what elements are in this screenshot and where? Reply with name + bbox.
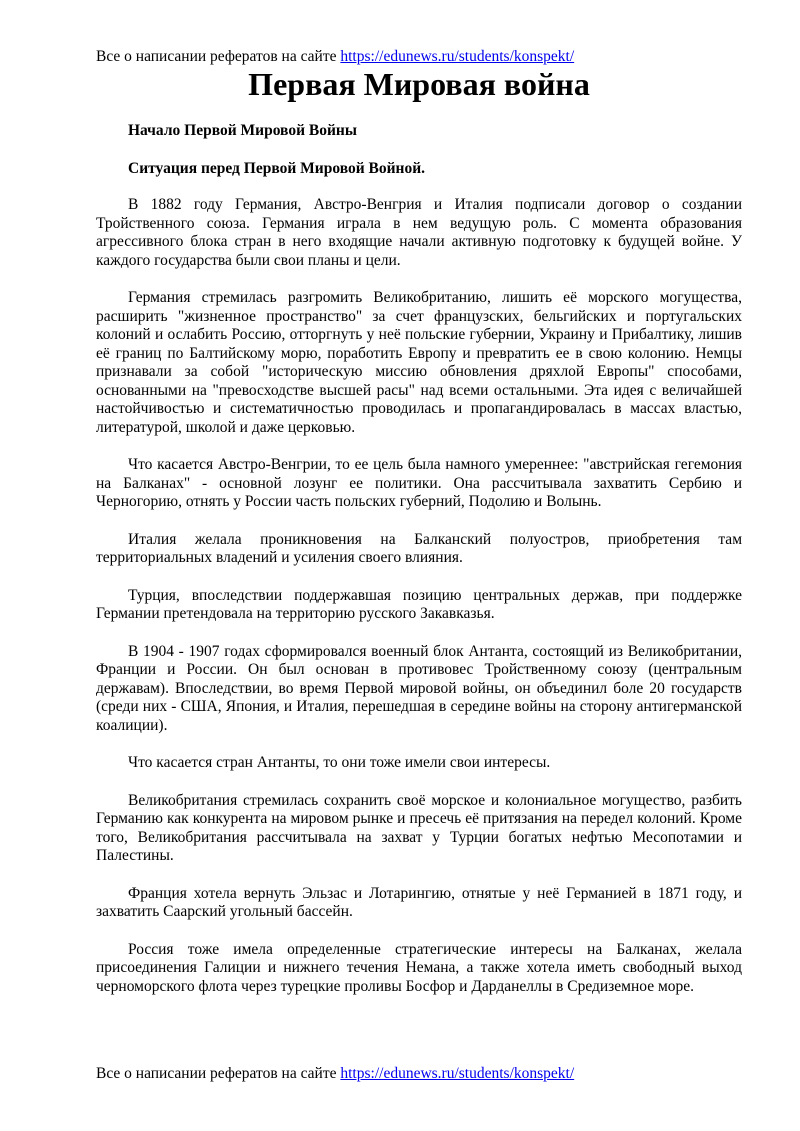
paragraph: Что касается стран Антанты, то они тоже имели свои интересы. — [128, 754, 551, 771]
document-body — [96, 196, 742, 1015]
document-title: Первая Мировая война — [248, 66, 590, 102]
section-heading-situation: Ситуация перед Первой Мировой Войной. — [128, 160, 426, 177]
section-heading-start: Начало Первой Мировой Войны — [128, 122, 357, 139]
paragraph: Россия тоже имела определенные стратегические интересы на Балканах, желала присоединения Галиции и нижнего течения Немана, а также хотела иметь свободный выход черноморского флота через турецкие проливы Босфор и Дарданеллы в Средиземное море. — [96, 940, 742, 995]
paragraph: Франция хотела вернуть Эльзас и Лотарингию, отнятые у неё Германией в 1871 году, и захватить Саарский угольный бассейн. — [96, 884, 742, 920]
paragraph: Германия стремилась разгромить Великобританию, лишить её морского могущества, расширить "жизненное пространство" за счет французских, бельгийских и португальских колоний и ослабить Россию, отторгнуть у неё польские губернии, Украину и Прибалтику, лишив её границ по Балтийскому морю, поработить Европу и превратить ее в свою колонию. Немцы признавали за собой "историческую миссию обновления дряхлой Европы" способами, основанными на "превосходстве высшей расы" над всеми остальными. Эта идея с величайшей настойчивостью и систематичностью проводилась и пропагандировалась в массах властью, литературой, школой и даже церковью. — [96, 289, 742, 436]
paragraph: Что касается Австро-Венгрии, то ее цель была намного умереннее: "австрийская гегемония на Балканах" - основной лозунг ее политики. Она рассчитывала захватить Сербию и Черногорию, отнять у России часть польских губерний, Подолию и Волынь. — [96, 456, 742, 510]
page-footer — [96, 1065, 574, 1083]
paragraph: Великобритания стремилась сохранить своё морское и колониальное могущество, разбить Германию как конкурента на мировом рынке и пресечь её притязания на передел колоний. Кроме того, Великобритания рассчитывала на захват у Турции богатых нефтью Месопотамии и Палестины. — [96, 791, 742, 864]
paragraph: Италия желала проникновения на Балканский полуостров, приобретения там территориальных владений и усиления своего влияния. — [96, 530, 742, 566]
paragraph: Турция, впоследствии поддержавшая позицию центральных держав, при поддержке Германии претендовала на территорию русского Закавказья. — [96, 586, 742, 622]
paragraph: В 1882 году Германия, Австро-Венгрия и Италия подписали договор о создании Тройственного союза. Германия играла в нем ведущую роль. С момента образования агрессивного блока стран в него входящие начали активную подготовку к будущей войне. У каждого государства были свои планы и цели. — [96, 196, 742, 269]
header-site-link[interactable]: https://edunews.ru/students/konspekt/ — [340, 48, 575, 65]
paragraph: В 1904 - 1907 годах сформировался военный блок Антанта, состоящий из Великобритании, Франции и России. Он был основан в противовес Тройственному союзу (центральным державам). Впоследствии, во время Первой мировой войны, он объединил боле 20 государств (среди них - США, Япония, и Италия, перешедшая в середине войны на сторону антигерманской коалиции). — [96, 642, 742, 734]
footer-site-link[interactable]: https://edunews.ru/students/konspekt/ — [340, 1065, 575, 1082]
footer-text: Все о написании рефератов на сайте — [96, 1065, 341, 1082]
header-text: Все о написании рефератов на сайте — [96, 48, 341, 65]
